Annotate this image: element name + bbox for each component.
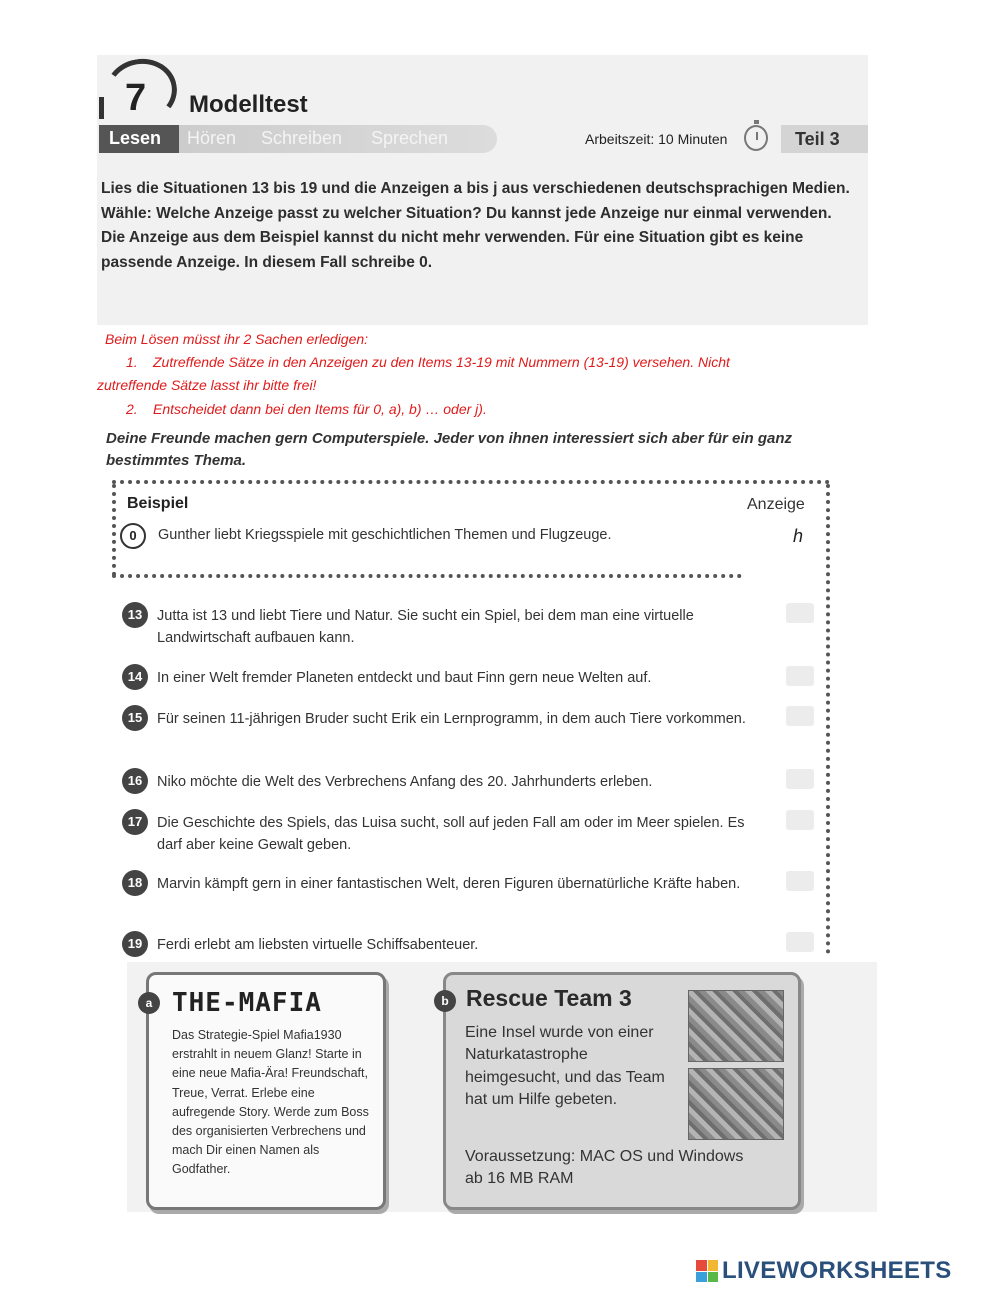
answer-field-18[interactable] <box>786 871 814 891</box>
item-number-16: 16 <box>122 768 148 794</box>
skill-tabs <box>99 125 497 153</box>
example-label: Beispiel <box>127 495 189 512</box>
note-step1-line2: zutreffende Sätze lasst ihr bitte frei! <box>97 377 317 393</box>
ad-a-title: THE-MAFIA <box>172 988 322 1018</box>
liveworksheets-logo <box>696 1258 952 1284</box>
item-text-13: Jutta ist 13 und liebt Tiere und Natur. Sie sucht ein Spiel, bei dem man eine virtuelle Landwirtschaft aufbauen kann. <box>157 608 694 646</box>
answer-field-16[interactable] <box>786 769 814 789</box>
answer-field-15[interactable] <box>786 706 814 726</box>
example-border-left <box>112 484 116 576</box>
work-time: Arbeitszeit: 10 Minuten <box>585 131 728 147</box>
tab-sprechen: Sprechen <box>371 128 449 148</box>
example-border-bottom <box>112 574 742 578</box>
number-bar <box>99 97 104 119</box>
item-number-14: 14 <box>122 664 148 690</box>
tab-hoeren: Hören <box>187 128 237 148</box>
tab-schreiben: Schreiben <box>261 128 343 148</box>
note-intro: Beim Lösen müsst ihr 2 Sachen erledigen: <box>105 331 369 347</box>
stopwatch-icon <box>744 125 768 151</box>
ad-a-letter: a <box>138 992 160 1014</box>
item-text-14: In einer Welt fremder Planeten entdeckt und baut Finn gern neue Welten auf. <box>157 670 652 686</box>
example-number-badge: 0 <box>120 523 146 549</box>
answer-field-17[interactable] <box>786 810 814 830</box>
item-text-18: Marvin kämpft gern in einer fantastischen Welt, deren Figuren übernatürliche Kräfte haben. <box>157 876 741 892</box>
note-step2-number: 2. <box>126 401 138 417</box>
example-text: Gunther liebt Kriegsspiele mit geschichtlichen Themen und Flugzeuge. <box>158 527 612 543</box>
answer-column-header: Anzeige <box>747 496 805 513</box>
item-number-18: 18 <box>122 870 148 896</box>
logo-icon <box>696 1260 718 1282</box>
instruction-line: Wähle: Welche Anzeige passt zu welcher Situation? Du kannst jede Anzeige nur einmal verwenden. <box>101 204 832 222</box>
item-text-19: Ferdi erlebt am liebsten virtuelle Schiffsabenteuer. <box>157 937 479 953</box>
test-number: 7 <box>125 77 147 119</box>
item-text-16: Niko möchte die Welt des Verbrechens Anfang des 20. Jahrhunderts erleben. <box>157 774 653 790</box>
ad-a-text: Das Strategie-Spiel Mafia1930 erstrahlt in neuem Glanz! Starte in eine neue Mafia-Ära! Freundschaft, Treue, Verrat. Erlebe eine aufregende Story. Werde zum Boss des organisierten Verbrechens und mach Dir einen Namen als Godfather. <box>172 1028 369 1177</box>
instruction-line: Lies die Situationen 13 bis 19 und die Anzeigen a bis j aus verschiedenen deutschsprachigen Medien. <box>101 180 850 197</box>
item-text-15: Für seinen 11-jährigen Bruder sucht Erik ein Lernprogramm, in dem auch Tiere vorkommen. <box>157 711 746 727</box>
answer-field-19[interactable] <box>786 932 814 952</box>
task-intro: Deine Freunde machen gern Computerspiele. Jeder von ihnen interessiert sich aber für ein ganz bestimmtes Thema. <box>106 430 793 469</box>
item-number-19: 19 <box>122 931 148 957</box>
game-screenshot-image <box>688 1068 784 1140</box>
ad-b-text: Eine Insel wurde von einer Naturkatastrophe heimgesucht, und das Team hat um Hilfe gebeten. <box>465 1024 665 1108</box>
page-title: Modelltest <box>189 91 308 118</box>
logo-text: LIVEWORKSHEETS <box>722 1257 952 1284</box>
ad-b-requirements: Voraussetzung: MAC OS und Windows ab 16 MB RAM <box>465 1148 744 1187</box>
note-step1-line1: Zutreffende Sätze in den Anzeigen zu den Items 13-19 mit Nummern (13-19) versehen. Nicht <box>153 354 730 370</box>
answer-field-14[interactable] <box>786 666 814 686</box>
part-label: Teil 3 <box>781 125 868 153</box>
item-number-13: 13 <box>122 602 148 628</box>
instruction-line: Die Anzeige aus dem Beispiel kannst du nicht mehr verwenden. Für eine Situation gibt es keine passende Anzeige. In diesem Fall schreibe 0. <box>101 229 804 271</box>
tab-lesen: Lesen <box>99 125 179 153</box>
item-number-15: 15 <box>122 705 148 731</box>
example-answer: h <box>793 526 804 546</box>
exercise-header <box>97 55 868 325</box>
answer-field-13[interactable] <box>786 603 814 623</box>
item-text-17: Die Geschichte des Spiels, das Luisa sucht, soll auf jeden Fall am oder im Meer spielen. Es darf aber keine Gewalt geben. <box>157 815 745 853</box>
instructions <box>101 177 861 275</box>
ad-b-title: Rescue Team 3 <box>466 985 632 1011</box>
ad-b-letter: b <box>434 990 456 1012</box>
note-step2: Entscheidet dann bei den Items für 0, a), b) … oder j). <box>153 401 487 417</box>
game-screenshot-image <box>688 990 784 1062</box>
item-number-17: 17 <box>122 809 148 835</box>
answer-column-border <box>826 484 830 954</box>
note-step1-number: 1. <box>126 354 138 370</box>
